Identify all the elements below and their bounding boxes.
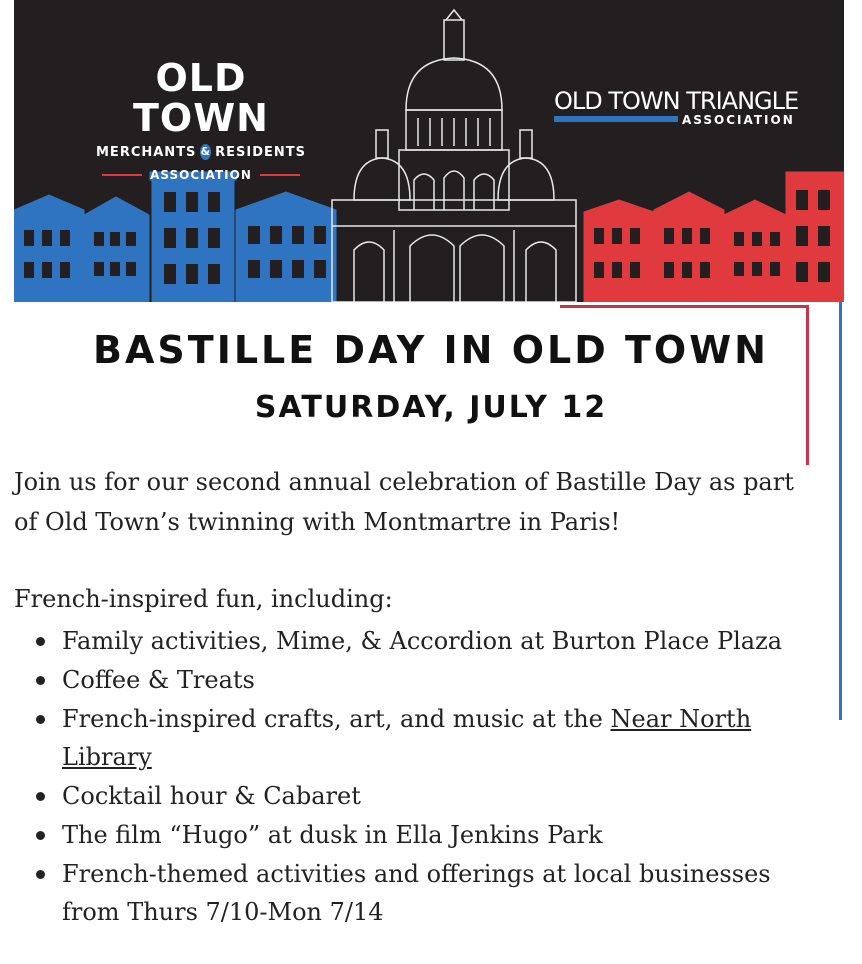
activities-list xyxy=(34,622,824,932)
logo-left-title: OLD TOWN xyxy=(133,56,269,140)
decorative-red-line xyxy=(560,305,808,308)
bullet-icon xyxy=(36,831,45,840)
logo-left-residents: RESIDENTS xyxy=(215,144,306,160)
logo-left-association: ASSOCIATION xyxy=(150,168,252,182)
list-item: Cocktail hour & Cabaret xyxy=(34,777,824,815)
intro-paragraph: Join us for our second annual celebration of Bastille Day as part of Old Town’s twinning with Montmartre in Paris! xyxy=(14,468,794,536)
bullet-icon xyxy=(36,792,45,801)
basilica-outline xyxy=(332,10,576,302)
list-item: Coffee & Treats xyxy=(34,661,824,699)
list-item: French-inspired crafts, art, and music at the Near North Library xyxy=(34,700,824,776)
logo-left-rule xyxy=(102,174,142,176)
bullet-icon xyxy=(36,637,45,646)
logo-right-title: OLD TOWN TRIANGLE xyxy=(554,87,799,115)
logo-right-subtitle: ASSOCIATION xyxy=(682,113,795,127)
list-item: The film “Hugo” at dusk in Ella Jenkins Park xyxy=(34,816,824,854)
bullet-icon xyxy=(36,715,45,724)
bullet-icon xyxy=(36,676,45,685)
near-north-library-link[interactable]: Near North Library xyxy=(62,705,752,771)
logo-left-merchants: MERCHANTS xyxy=(96,144,197,160)
ampersand-badge: & xyxy=(200,145,212,158)
list-item: French-themed activities and offerings at local businesses from Thurs 7/10-Mon 7/14 xyxy=(34,855,824,931)
fun-heading: French-inspired fun, including: xyxy=(14,585,393,613)
header-banner xyxy=(14,0,844,302)
old-town-merchants-logo xyxy=(96,58,306,182)
bullet-icon xyxy=(36,870,45,879)
logo-left-rule xyxy=(260,174,300,176)
event-title: BASTILLE DAY IN OLD TOWN xyxy=(93,328,769,372)
old-town-triangle-logo xyxy=(554,87,814,127)
logo-right-bar xyxy=(554,116,678,122)
event-date: SATURDAY, JULY 12 xyxy=(254,390,608,425)
list-item: Family activities, Mime, & Accordion at Burton Place Plaza xyxy=(34,622,824,660)
